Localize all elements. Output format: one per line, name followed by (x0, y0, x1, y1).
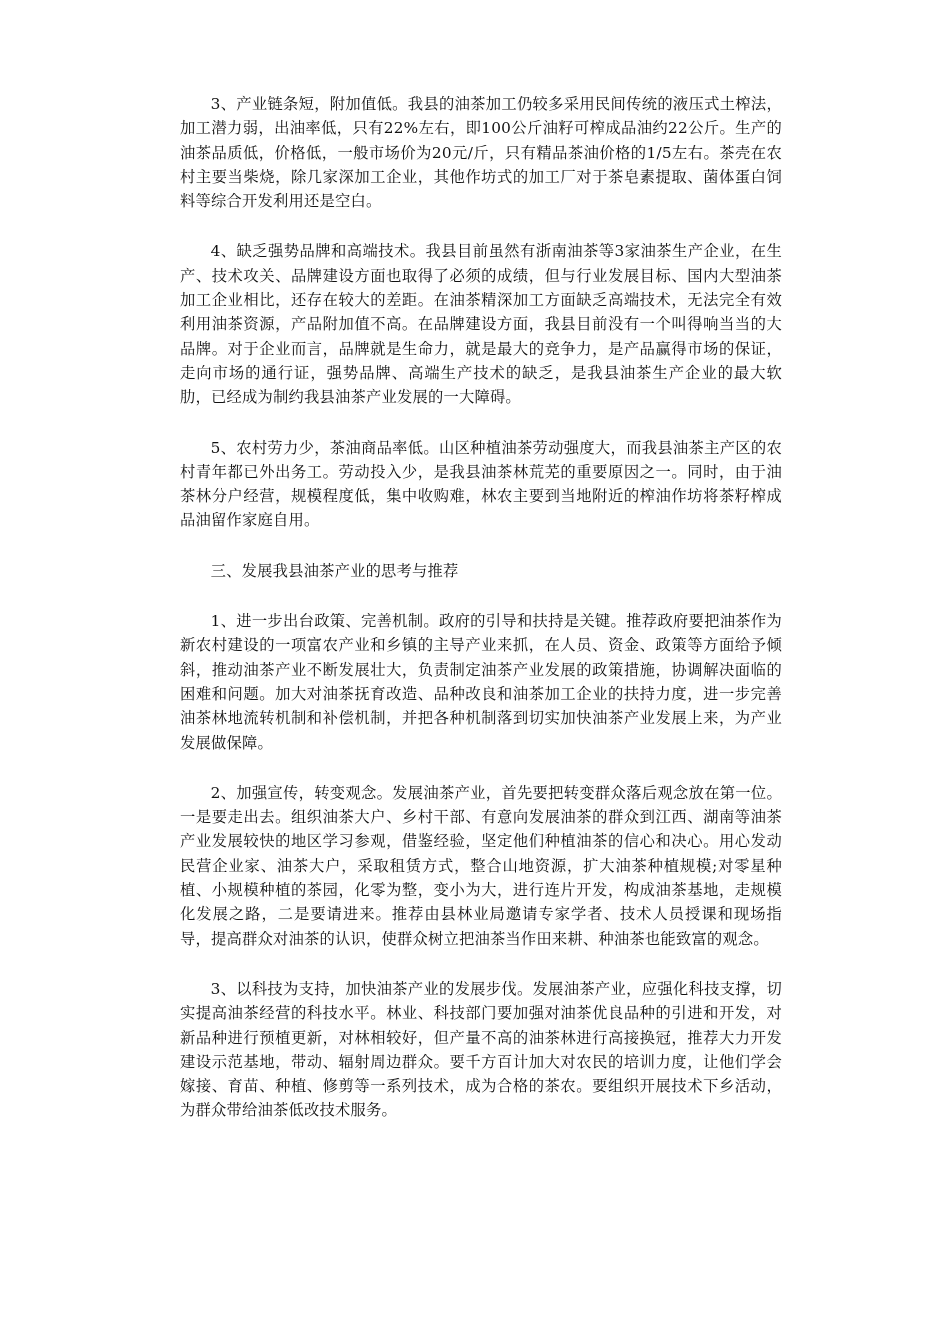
paragraph-point-4: 4、缺乏强势品牌和高端技术。我县目前虽然有浙南油茶等3家油茶生产企业，在生产、技术攻关、品牌建设方面也取得了必须的成绩，但与行业发展目标、国内大型油茶加工企业相比，还存在较大的差距。在油茶精深加工方面缺乏高端技术，无法完全有效利用油茶资源，产品附加值不高。在品牌建设方面，我县目前没有一个叫得响当当的大品牌。对于企业而言，品牌就是生命力，就是最大的竞争力，是产品赢得市场的保证，走向市场的通行证，强势品牌、高端生产技术的缺乏，是我县油茶生产企业的最大软肋，已经成为制约我县油茶产业发展的一大障碍。 (180, 242, 782, 407)
recommendation-3: 3、以科技为支持，加快油茶产业的发展步伐。发展油茶产业，应强化科技支撑，切实提高油茶经营的科技水平。林业、科技部门要加强对油茶优良品种的引进和开发，对新品种进行预植更新，对林相较好，但产量不高的油茶林进行高接换冠，推荐大力开发建设示范基地，带动、辐射周边群众。要千方百计加大对农民的培训力度，让他们学会嫁接、育苗、种植、修剪等一系列技术，成为合格的茶农。要组织开展技术下乡活动，为群众带给油茶低改技术服务。 (180, 979, 782, 1120)
document-page (180, 92, 782, 1149)
section-heading: 三、发展我县油茶产业的思考与推荐 (210, 561, 459, 580)
recommendation-2: 2、加强宣传，转变观念。发展油茶产业，首先要把转变群众落后观念放在第一位。一是要走出去。组织油茶大户、乡村干部、有意向发展油茶的群众到江西、湖南等油茶产业发展较快的地区学习参观，借鉴经验，坚定他们种植油茶的信心和决心。用心发动民营企业家、油茶大户，采取租赁方式，整合山地资源，扩大油茶种植规模;对零星种植、小规模种植的茶园，化零为整，变小为大，进行连片开发，构成油茶基地，走规模化发展之路，二是要请进来。推荐由县林业局邀请专家学者、技术人员授课和现场指导，提高群众对油茶的认识，使群众树立把油茶当作田来耕、种油茶也能致富的观念。 (180, 783, 782, 948)
recommendation-1: 1、进一步出台政策、完善机制。政府的引导和扶持是关键。推荐政府要把油茶作为新农村建设的一项富农产业和乡镇的主导产业来抓，在人员、资金、政策等方面给予倾斜，推动油茶产业不断发展壮大，负责制定油茶产业发展的政策措施，协调解决面临的困难和问题。加大对油茶抚育改造、品种改良和油茶加工企业的扶持力度，进一步完善油茶林地流转机制和补偿机制，并把各种机制落到切实加快油茶产业发展上来，为产业发展做保障。 (180, 612, 782, 752)
paragraph-point-5: 5、农村劳力少，茶油商品率低。山区种植油茶劳动强度大，而我县油茶主产区的农村青年都已外出务工。劳动投入少，是我县油茶林荒芜的重要原因之一。同时，由于油茶林分户经营，规模程度低，集中收购难，林农主要到当地附近的榨油作坊将茶籽榨成品油留作家庭自用。 (180, 438, 782, 530)
paragraph-point-3: 3、产业链条短，附加值低。我县的油茶加工仍较多采用民间传统的液压式土榨法，加工潜力弱，出油率低，只有22%左右，即100公斤油籽可榨成品油约22公斤。生产的油茶品质低，价格低，一般市场价为20元/斤，只有精品茶油价格的1/5左右。茶壳在农村主要当柴烧，除几家深加工企业，其他作坊式的加工厂对于茶皂素提取、菌体蛋白饲料等综合开发利用还是空白。 (180, 95, 782, 211)
